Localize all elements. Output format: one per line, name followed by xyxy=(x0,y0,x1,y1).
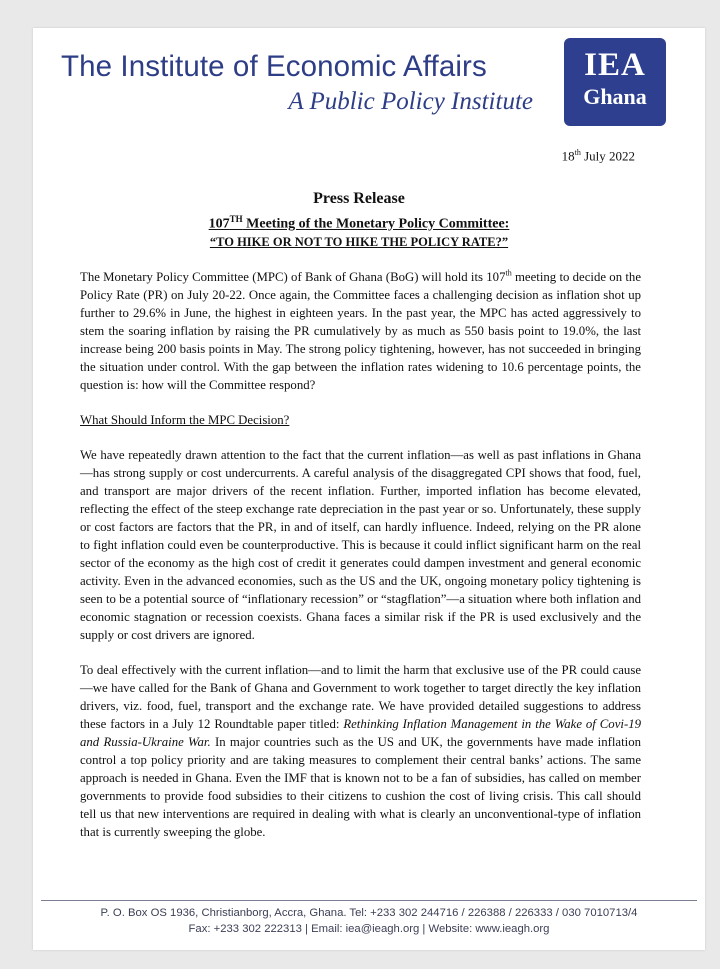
iea-ghana-logo xyxy=(564,38,666,126)
press-release-title: Press Release xyxy=(313,190,405,207)
meeting-number-suffix: TH xyxy=(229,214,243,224)
paragraph-2: We have repeatedly drawn attention to the fact that the current inflation—as well as past inflations in Ghana—has strong supply or cost undercurrents. A careful analysis of the disaggregated CPI shows that food, fuel, and transport are major drivers of the recent inflation. Further, imported inflation has become elevated, reflecting the effect of the steep exchange rate depreciation in the past year or so. Unfortunately, these supply or cost factors are factors that the PR, in and of itself, can hardly influence. Indeed, relying on the PR alone to fight inflation could even be counterproductive. This is because it could inflict significant harm on the real sector of the economy as the high cost of credit it generates could dampen investment and general economic activity. Even in the advanced economies, such as the US and the UK, ongoing monetary policy tightening is seen to be a potential source of “inflationary recession” or “stagflation”—a situation where both inflation and economic stagnation or recession coexists. Ghana faces a similar risk if the PR is used exclusively and the supply or cost drivers are ignored. xyxy=(80,448,641,642)
date-day: 18 xyxy=(561,148,575,164)
paragraph-3-start: To deal effectively with the current inflation—and to limit the harm that exclusive use of the PR could cause—we have called for the Bank of Ghana and Government to work together to target directly the key inflation drivers, viz. food, fuel, transport and the exchange rate. We have provided detailed suggestions to address these factors in a July 12 Roundtable paper titled: xyxy=(80,663,641,731)
meeting-title-rest: Meeting of the Monetary Policy Committee: xyxy=(242,216,510,232)
paragraph-1-rest: meeting to decide on the Policy Rate (PR) on July 20-22. Once again, the Committee faces a challenging decision as inflation shot up further to 29.6% in June, the highest in eighteen years. In the past year, the MPC has acted aggressively to stem the soaring inflation by raising the PR cumulatively by as much as 550 basis point to 19.0%, the last increase being 200 basis points in May. The strong policy tightening, however, has not succeeded in bringing the situation under control. With the gap between the inflation rates widening to 10.6 percentage points, the question is: how will the Committee respond? xyxy=(80,270,641,392)
meeting-title xyxy=(33,210,685,234)
date-suffix: th xyxy=(574,148,581,157)
logo-text-bottom: Ghana xyxy=(583,84,647,109)
document-page xyxy=(33,28,705,950)
release-body xyxy=(80,268,641,858)
footer-contact xyxy=(33,905,705,937)
paragraph-3-rest: In major countries such as the US and UK, the governments have made inflation control a top policy priority and are taking measures to complement their central banks’ actions. The same approach is needed in Ghana. Even the IMF that is known not to be a fan of subsidies, has called on member governments to provide food subsidies to their citizens to cushion the cost of living crisis. This call should tell us that new interventions are required in dealing with what is clearly an unconventional-type of inflation that is currently sweeping the globe. xyxy=(80,735,641,839)
footer-address-line: P. O. Box OS 1936, Christianborg, Accra, Ghana. Tel: +233 302 244716 / 226388 / 226333 / 030 7010713/4 xyxy=(100,907,638,919)
footer-contact-line: Fax: +233 302 222313 | Email: iea@ieagh.org | Website: www.ieagh.org xyxy=(188,923,550,935)
paragraph-1 xyxy=(80,268,641,394)
logo-text-top: IEA xyxy=(584,47,646,83)
date-month-year: July 2022 xyxy=(580,148,635,164)
paper-title: Rethinking Inflation Management in the Wake of Covi-19 and Russia-Ukraine War. xyxy=(80,717,641,749)
release-date xyxy=(562,148,635,164)
release-heading xyxy=(33,188,685,250)
institute-tagline: A Public Policy Institute xyxy=(288,88,533,115)
footer-divider xyxy=(41,900,697,901)
institute-name: The Institute of Economic Affairs xyxy=(61,50,487,83)
section-subheading: What Should Inform the MPC Decision? xyxy=(80,413,290,427)
release-question: “TO HIKE OR NOT TO HIKE THE POLICY RATE?” xyxy=(209,234,509,249)
paragraph-3 xyxy=(80,661,641,841)
paragraph-1-start: The Monetary Policy Committee (MPC) of Bank of Ghana (BoG) will hold its 107 xyxy=(80,270,506,284)
meeting-number: 107 xyxy=(208,216,230,232)
paragraph-1-superscript: th xyxy=(505,268,512,278)
